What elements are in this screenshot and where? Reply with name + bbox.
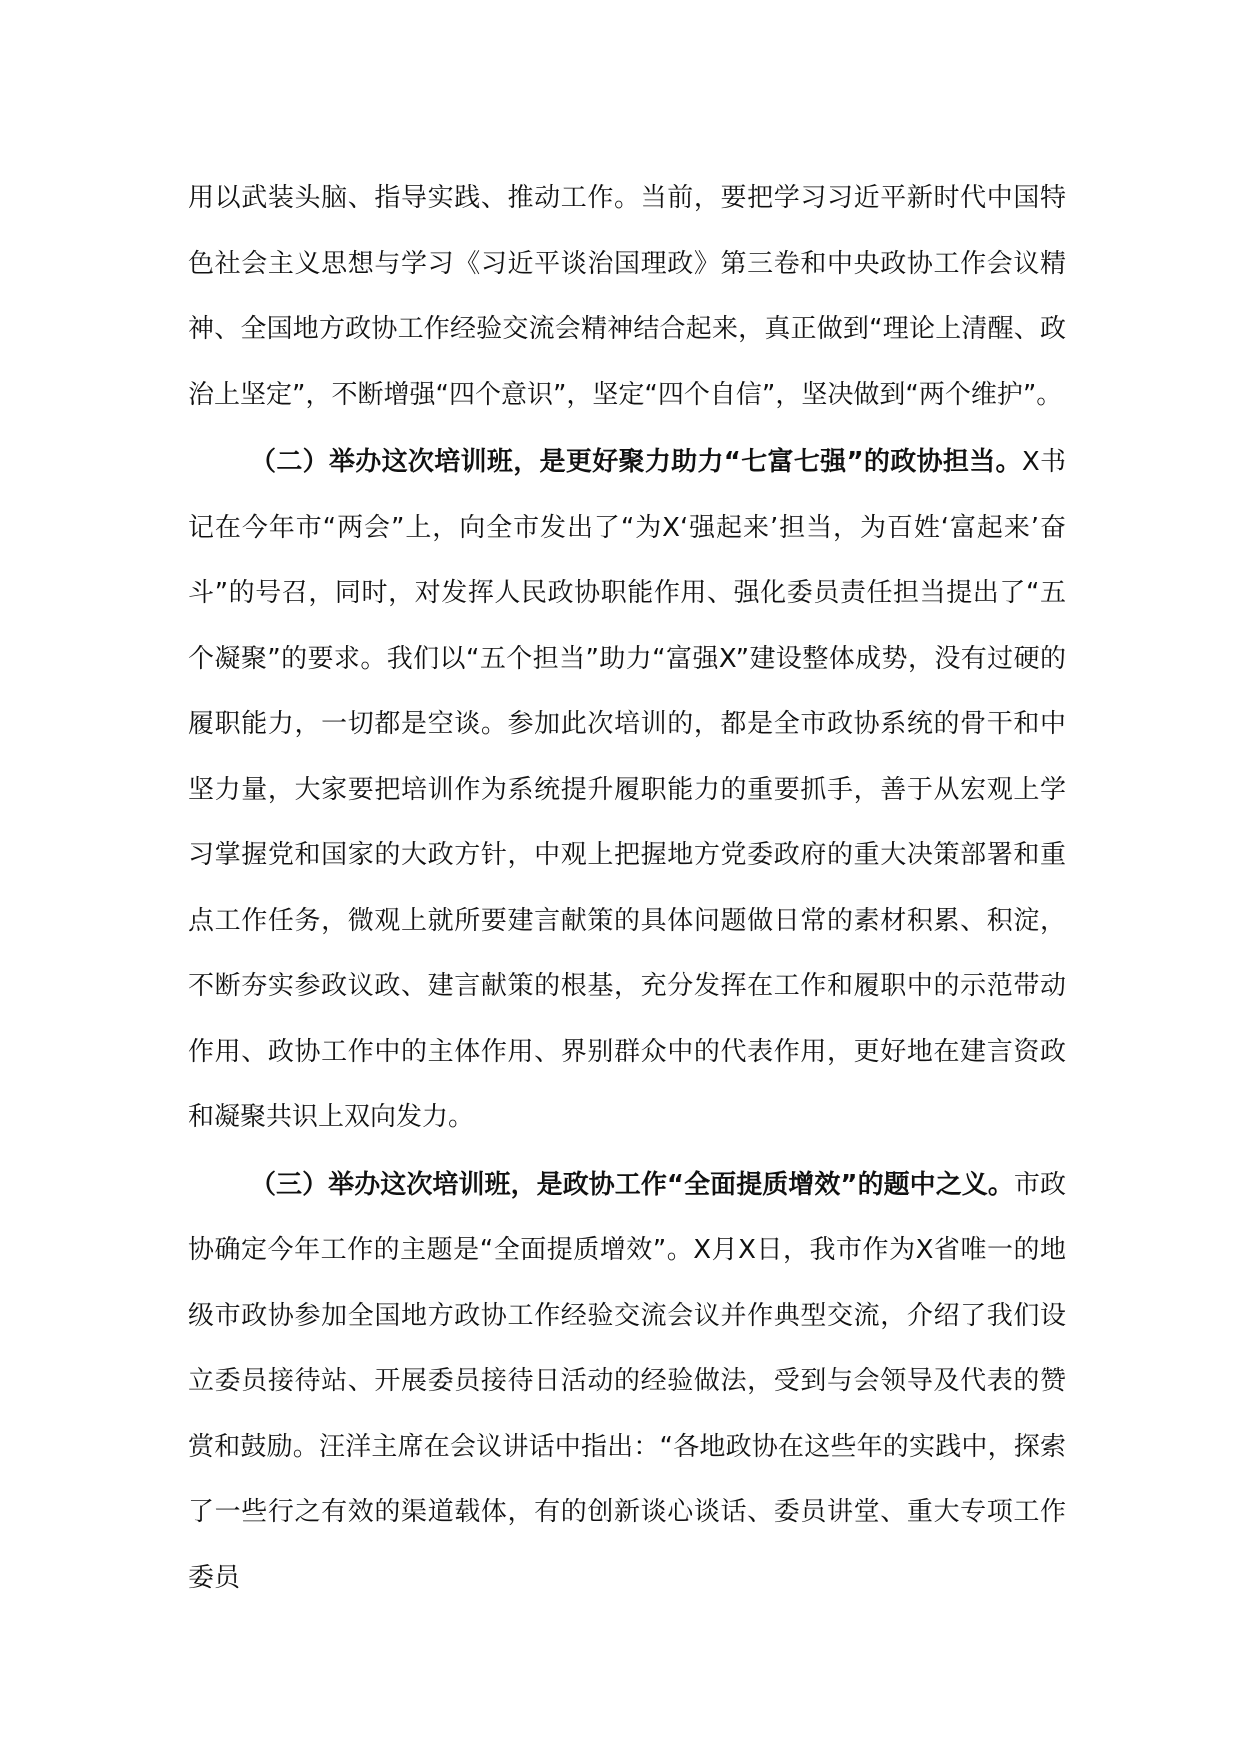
paragraph-1 xyxy=(188,166,1066,428)
paragraph-3-lead: （三）举办这次培训班，是政协工作“全面提质增效”的题中之义。 xyxy=(250,1169,1014,1200)
paragraph-3-text: 市政协确定今年工作的主题是“全面提质增效”。X月X日，我市作为X省唯一的地级市政协参加全国地方政协工作经验交流会议并作典型交流，介绍了我们设立委员接待站、开展委员接待日活动的经验做法，受到与会领导及代表的赞赏和鼓励。汪洋主席在会议讲话中指出：“各地政协在这些年的实践中，探索了一些行之有效的渠道载体，有的创新谈心谈话、委员讲堂、重大专项工作委员 xyxy=(188,1169,1066,1593)
paragraph-2-text: X书记在今年市“两会”上，向全市发出了“为X‘强起来’担当，为百姓‘富起来’奋斗”的号召，同时，对发挥人民政协职能作用、强化委员责任担当提出了“五个凝聚”的要求。我们以“五个担当”助力“富强X”建设整体成势，没有过硬的履职能力，一切都是空谈。参加此次培训的，都是全市政协系统的骨干和中坚力量，大家要把培训作为系统提升履职能力的重要抓手，善于从宏观上学习掌握党和国家的大政方针，中观上把握地方党委政府的重大决策部署和重点工作任务，微观上就所要建言献策的具体问题做日常的素材积累、积淀，不断夯实参政议政、建言献策的根基，充分发挥在工作和履职中的示范带动作用、政协工作中的主体作用、界别群众中的代表作用，更好地在建言资政和凝聚共识上双向发力。 xyxy=(188,447,1066,1132)
paragraph-3 xyxy=(188,1153,1066,1612)
paragraph-1-text: 用以武装头脑、指导实践、推动工作。当前，要把学习习近平新时代中国特色社会主义思想与学习《习近平谈治国理政》第三卷和中央政协工作会议精神、全国地方政协工作经验交流会精神结合起来，真正做到“理论上清醒、政治上坚定”，不断增强“四个意识”，坚定“四个自信”，坚决做到“两个维护”。 xyxy=(188,183,1066,410)
paragraph-2-lead: （二）举办这次培训班，是更好聚力助力“七富七强”的政协担当。 xyxy=(250,447,1022,477)
document-body xyxy=(188,166,1066,1611)
paragraph-2 xyxy=(188,430,1066,1151)
